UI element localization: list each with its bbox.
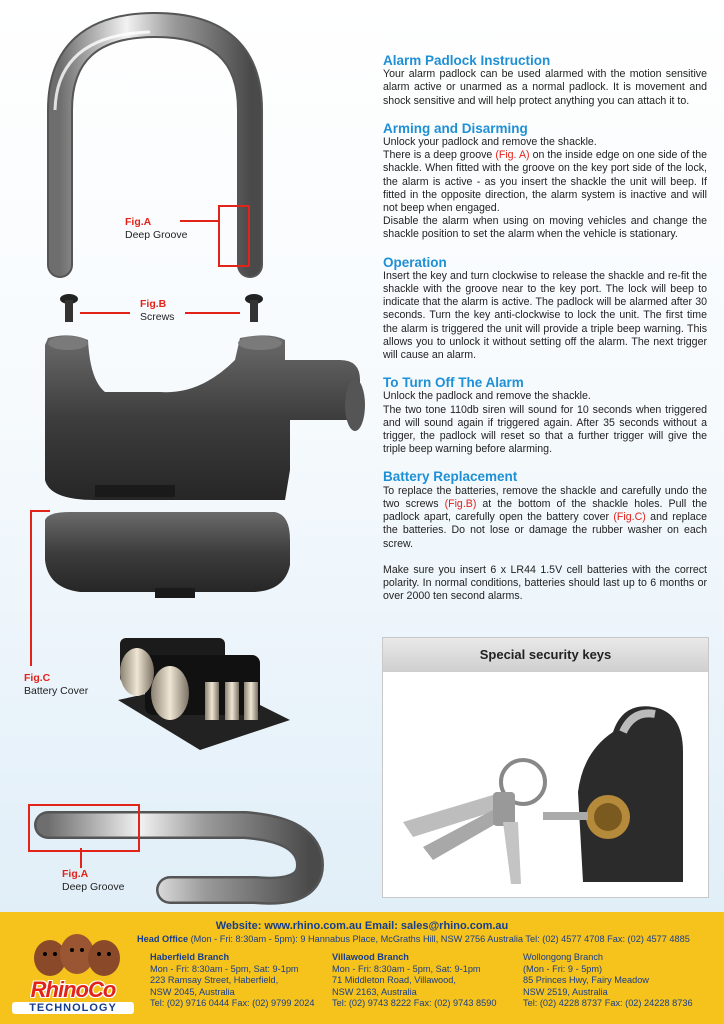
branch-street: 71 Middleton Road, Villawood, — [332, 975, 456, 985]
section-battery-paragraph2: Make sure you insert 6 x LR44 1.5V cell batteries with the correct polarity. In normal conditions, batteries should last up to 6 months or over 2000 ten second alarms. — [383, 563, 707, 603]
screw-right-image — [245, 294, 263, 322]
section-turn-off-line1: Unlock the padlock and remove the shackle. — [383, 390, 591, 403]
battery-cover-image — [118, 638, 290, 750]
battery-text-a: To replace the batteries, remove the shackle and carefully undo the two screws — [383, 484, 707, 510]
arming-text-b: on the inside edge on one side of the shackle. When fitted with the groove on the key port side of the lock, the alarm is active - as you insert the shackle the unit will beep. If fitted in the opposite direction, the alarm system is inactive and will not beep when engaged. — [383, 149, 707, 215]
branch-name: Wollongong Branch — [523, 952, 604, 962]
section-arming — [383, 122, 707, 242]
head-office-details: 9 Hannabus Place, McGraths Hill, NSW 2756 Australia Tel: (02) 4577 4708 Fax: (02) 4577 4885 — [297, 934, 690, 944]
section-turn-off — [383, 376, 707, 456]
fig-a-top-label — [125, 216, 187, 242]
padlock-exploded-illustration — [0, 0, 380, 910]
security-keys-title: Special security keys — [383, 638, 708, 672]
fig-b-tag: Fig.B — [140, 298, 167, 310]
section-arming-line1: Unlock your padlock and remove the shackle. — [383, 136, 597, 149]
instructions-column — [383, 54, 707, 617]
section-battery-paragraph1 — [383, 485, 707, 551]
head-office-line — [137, 934, 690, 944]
security-keys-photo — [383, 672, 706, 896]
battery-text-b: at the bottom of the shackle holes. Pull the padlock apart, carefully open the battery cover — [383, 497, 707, 524]
head-office-hours: (Mon - Fri: 8:30am - 5pm): — [188, 934, 298, 944]
fig-a-top-highlight-box — [218, 205, 250, 267]
branch-street: 223 Ramsay Street, Haberfield, — [150, 975, 279, 985]
security-keys-panel — [382, 637, 709, 898]
fig-c-pointer-vertical-line — [30, 510, 32, 666]
fig-c-tag: Fig.C — [24, 672, 51, 684]
section-turn-off-title: To Turn Off The Alarm — [383, 375, 524, 391]
branch-hours: Mon - Fri: 8:30am - 5pm, Sat: 9-1pm — [150, 963, 299, 974]
padlock-lower-body-image — [45, 512, 290, 598]
padlock-upper-body-image — [45, 335, 365, 500]
section-battery — [383, 470, 707, 603]
section-operation-title: Operation — [383, 254, 447, 270]
fig-a-bottom-label — [62, 868, 124, 894]
fig-b-reference: (Fig.B) — [444, 497, 477, 510]
technology-logo-text: TECHNOLOGY — [12, 1002, 134, 1014]
arming-text-a: There is a deep groove — [383, 149, 496, 162]
section-intro — [383, 54, 707, 108]
fig-c-caption: Battery Cover — [24, 685, 89, 697]
section-battery-title: Battery Replacement — [383, 469, 518, 485]
fig-c-reference: (Fig.C) — [613, 511, 646, 524]
branch-hours: (Mon - Fri: 9 - 5pm) — [523, 963, 603, 974]
section-arming-title: Arming and Disarming — [383, 120, 528, 136]
branch-villawood — [332, 952, 496, 1010]
fig-b-label — [140, 298, 174, 324]
section-arming-paragraph3: Disable the alarm when using on moving vehicles and change the shackle position to set the alarm when the vehicle is stationary. — [383, 215, 707, 241]
branch-phone: Tel: (02) 4228 8737 Fax: (02) 24228 8736 — [523, 998, 693, 1008]
fig-a-top-caption: Deep Groove — [125, 229, 188, 241]
branch-hours: Mon - Fri: 8:30am - 5pm, Sat: 9-1pm — [332, 963, 481, 974]
rhino-logo-icon — [22, 928, 132, 980]
fig-a-bottom-pointer-line — [80, 848, 82, 868]
section-operation-body: Insert the key and turn clockwise to release the shackle and re-fit the shackle with the groove near to the key port. The lock will beep to indicate that the alarm is active. The padlock will be alarmed after 30 seconds. Turn the key anti-clockwise to lock the unit. The first time the alarm is triggered the unit will provide a triple beep warning. This allows you to unlock it without setting off the alarm. The next trigger will cause an alarm. — [383, 269, 707, 362]
screw-left-image — [60, 294, 78, 322]
fig-b-left-pointer-line — [80, 312, 130, 314]
section-intro-body: Your alarm padlock can be used alarmed with the motion sensitive alarm active or unarmed as a normal padlock. It is movement and shock sensitive and will help protect anything you can attach it to. — [383, 68, 707, 107]
branch-wollongong — [523, 952, 693, 1010]
branch-haberfield — [150, 952, 314, 1010]
fig-c-pointer-horizontal-line — [30, 510, 50, 512]
head-office-label: Head Office — [137, 934, 189, 944]
branch-city: NSW 2519, Australia — [523, 986, 608, 997]
branch-city: NSW 2163, Australia — [332, 986, 417, 997]
fig-a-bottom-tag: Fig.A — [62, 868, 89, 880]
battery-text-c: and replace the batteries. Do not lose or damage the rubber washer on each screw. — [383, 511, 707, 550]
fig-c-label — [24, 672, 88, 698]
branch-name: Haberfield Branch — [150, 952, 230, 962]
branch-name: Villawood Branch — [332, 952, 409, 962]
section-arming-paragraph2 — [383, 149, 707, 215]
branch-phone: Tel: (02) 9716 0444 Fax: (02) 9799 2024 — [150, 998, 315, 1008]
footer — [0, 912, 724, 1024]
fig-a-top-tag: Fig.A — [125, 216, 152, 228]
fig-b-right-pointer-line — [185, 312, 240, 314]
section-operation — [383, 256, 707, 363]
website-email-line: Website: www.rhino.com.au Email: sales@rhino.com.au — [215, 920, 509, 932]
fig-a-bottom-caption: Deep Groove — [62, 881, 125, 893]
branch-phone: Tel: (02) 9743 8222 Fax: (02) 9743 8590 — [332, 998, 497, 1008]
rhinoco-logo-text: RhinoCo — [30, 977, 116, 1002]
fig-b-caption: Screws — [140, 311, 175, 323]
fig-a-reference: (Fig. A) — [495, 149, 530, 162]
branch-street: 85 Princes Hwy, Fairy Meadow — [523, 975, 649, 985]
branch-city: NSW 2045, Australia — [150, 986, 235, 997]
section-turn-off-body: The two tone 110db siren will sound for 10 seconds when triggered and will sound again if triggered again. After 35 seconds without a trigger, the padlock will reset so that a further trigger will give the triple beep warning before alarming. — [383, 403, 707, 456]
fig-a-bottom-highlight-box — [28, 804, 140, 852]
section-intro-title: Alarm Padlock Instruction — [383, 53, 551, 68]
